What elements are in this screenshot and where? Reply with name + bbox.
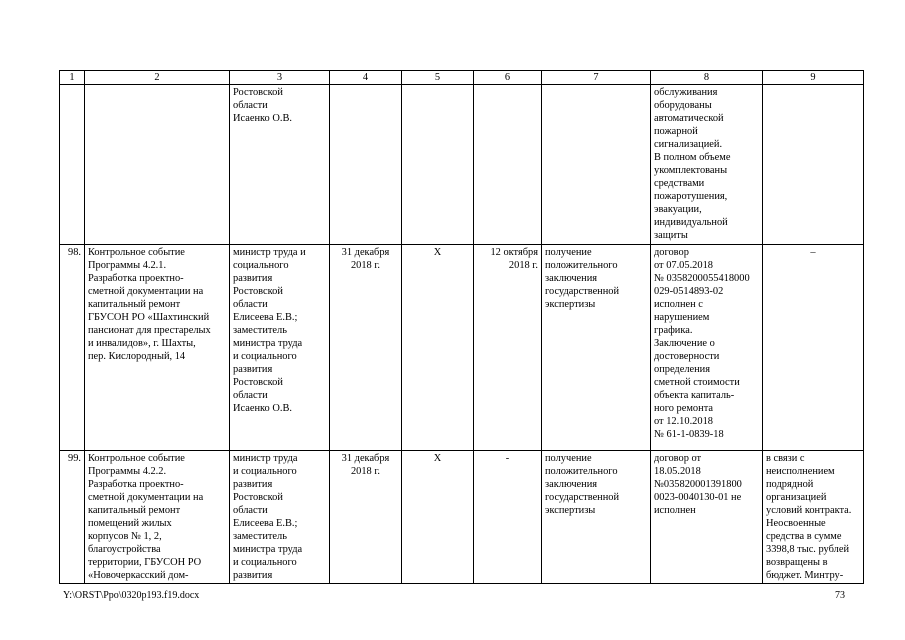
plan-mark-cell bbox=[402, 85, 474, 245]
reason-cell bbox=[763, 85, 864, 245]
event-cell: Контрольное событие Программы 4.2.1. Разработка проектно- сметной документации на капитальный ремонт ГБУСОН РО «Шахтинский пансионат для престарелых и инвалидов», г. Шахты, пер. Кислородный, 14 bbox=[85, 245, 230, 451]
fact-date-cell bbox=[474, 85, 542, 245]
expected-result-cell bbox=[542, 85, 651, 245]
col-header-4: 4 bbox=[330, 71, 402, 85]
col-header-3: 3 bbox=[230, 71, 330, 85]
row-number: 98. bbox=[60, 245, 85, 451]
actual-result-cell: договор от 18.05.2018 №035820001391800 0023-0040130-01 не исполнен bbox=[651, 451, 763, 584]
actual-result-cell: обслуживания оборудованы автоматической пожарной сигнализацией. В полном объеме укомплектованы средствами пожаротушения, эвакуации, индивидуальной защиты bbox=[651, 85, 763, 245]
plan-date-cell: 31 декабря 2018 г. bbox=[330, 245, 402, 451]
fact-date-cell: 12 октября 2018 г. bbox=[474, 245, 542, 451]
actual-result-cell: договор от 07.05.2018 № 0358200055418000 029-0514893-02 исполнен с нарушением графика. Заключение о достоверности определения сметной стоимости объекта капиталь- ного ремонта от 12.10.2018 № 61-1-0839-18 bbox=[651, 245, 763, 451]
col-header-6: 6 bbox=[474, 71, 542, 85]
responsible-cell: министр труда и социального развития Ростовской области Елисеева Е.В.; заместитель министра труда и социального развития Ростовской области Исаенко О.В. bbox=[230, 245, 330, 451]
table-row bbox=[60, 245, 864, 451]
event-cell: Контрольное событие Программы 4.2.2. Разработка проектно- сметной документации на капитальный ремонт помещений жилых корпусов № 1, 2, благоустройства территории, ГБУСОН РО «Новочеркасский дом- bbox=[85, 451, 230, 584]
row-number: 99. bbox=[60, 451, 85, 584]
responsible-cell: министр труда и социального развития Ростовской области Елисеева Е.В.; заместитель министра труда и социального развития bbox=[230, 451, 330, 584]
responsible-cell: Ростовской области Исаенко О.В. bbox=[230, 85, 330, 245]
table-row bbox=[60, 451, 864, 584]
col-header-7: 7 bbox=[542, 71, 651, 85]
col-header-2: 2 bbox=[85, 71, 230, 85]
row-number bbox=[60, 85, 85, 245]
col-header-8: 8 bbox=[651, 71, 763, 85]
page-number: 73 bbox=[835, 590, 845, 601]
table-row bbox=[60, 85, 864, 245]
plan-mark-cell: Х bbox=[402, 451, 474, 584]
col-header-1: 1 bbox=[60, 71, 85, 85]
footer-file-path: Y:\ORST\Ppo\0320p193.f19.docx bbox=[63, 590, 200, 601]
reason-cell: – bbox=[763, 245, 864, 451]
report-table bbox=[59, 70, 864, 584]
plan-date-cell bbox=[330, 85, 402, 245]
reason-cell: в связи с неисполнением подрядной организацией условий контракта. Неосвоенные средства в сумме 3398,8 тыс. рублей возвращены в бюджет. Минтру- bbox=[763, 451, 864, 584]
col-header-5: 5 bbox=[402, 71, 474, 85]
expected-result-cell: получение положительного заключения государственной экспертизы bbox=[542, 245, 651, 451]
header-row bbox=[60, 71, 864, 85]
plan-mark-cell: Х bbox=[402, 245, 474, 451]
event-cell bbox=[85, 85, 230, 245]
plan-date-cell: 31 декабря 2018 г. bbox=[330, 451, 402, 584]
expected-result-cell: получение положительного заключения государственной экспертизы bbox=[542, 451, 651, 584]
col-header-9: 9 bbox=[763, 71, 864, 85]
fact-date-cell: - bbox=[474, 451, 542, 584]
